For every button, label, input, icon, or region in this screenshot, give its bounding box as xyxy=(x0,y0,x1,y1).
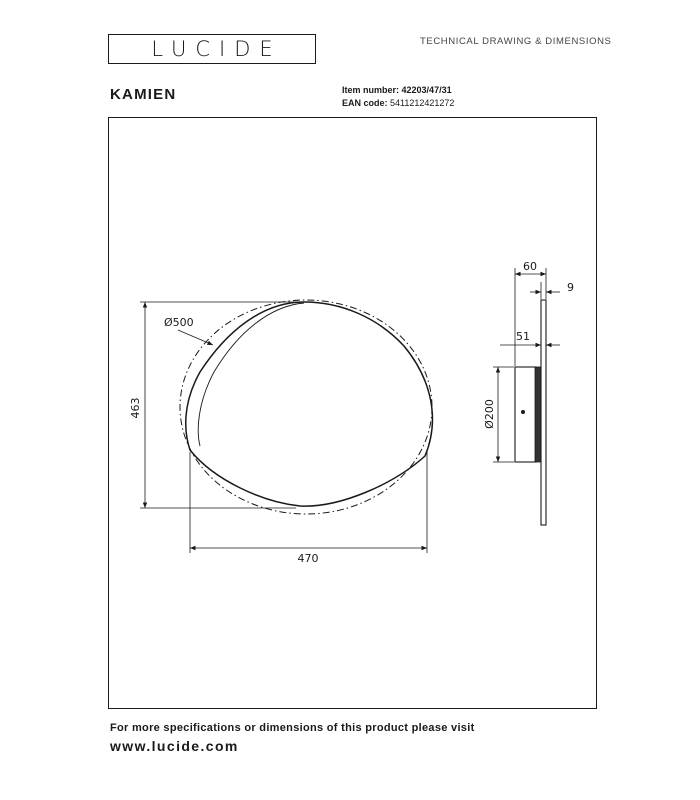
pebble-shape-outline xyxy=(186,302,433,506)
product-name: KAMIEN xyxy=(110,86,177,103)
screw-icon xyxy=(521,410,525,414)
lamp-plate xyxy=(541,300,546,525)
brand-logo-text: LUCIDE xyxy=(151,37,282,61)
mount-diameter-label: Ø200 xyxy=(483,399,496,429)
item-number-label: Item number: xyxy=(342,85,400,95)
item-number-value: 42203/47/31 xyxy=(401,85,452,95)
mounting-band xyxy=(535,367,541,462)
side-view xyxy=(483,260,574,525)
document-type: TECHNICAL DRAWING & DIMENSIONS xyxy=(420,36,612,47)
diameter-leader-line xyxy=(178,330,213,345)
front-view xyxy=(129,300,432,565)
footer-note: For more specifications or dimensions of this product please visit xyxy=(110,722,475,734)
width-label: 470 xyxy=(297,552,319,565)
mounting-body xyxy=(515,367,536,462)
ean-code-label: EAN code: xyxy=(342,98,388,108)
pebble-rim-line xyxy=(198,303,304,446)
height-label: 463 xyxy=(129,397,142,419)
depth-total-label: 60 xyxy=(523,260,537,273)
ean-code-value: 5411212421272 xyxy=(390,98,455,108)
footer-url[interactable]: www.lucide.com xyxy=(110,738,239,754)
outer-diameter-circle xyxy=(180,300,432,514)
plate-thickness-label: 9 xyxy=(567,281,574,294)
diameter-label: Ø500 xyxy=(164,316,194,329)
body-depth-label: 51 xyxy=(516,330,530,343)
